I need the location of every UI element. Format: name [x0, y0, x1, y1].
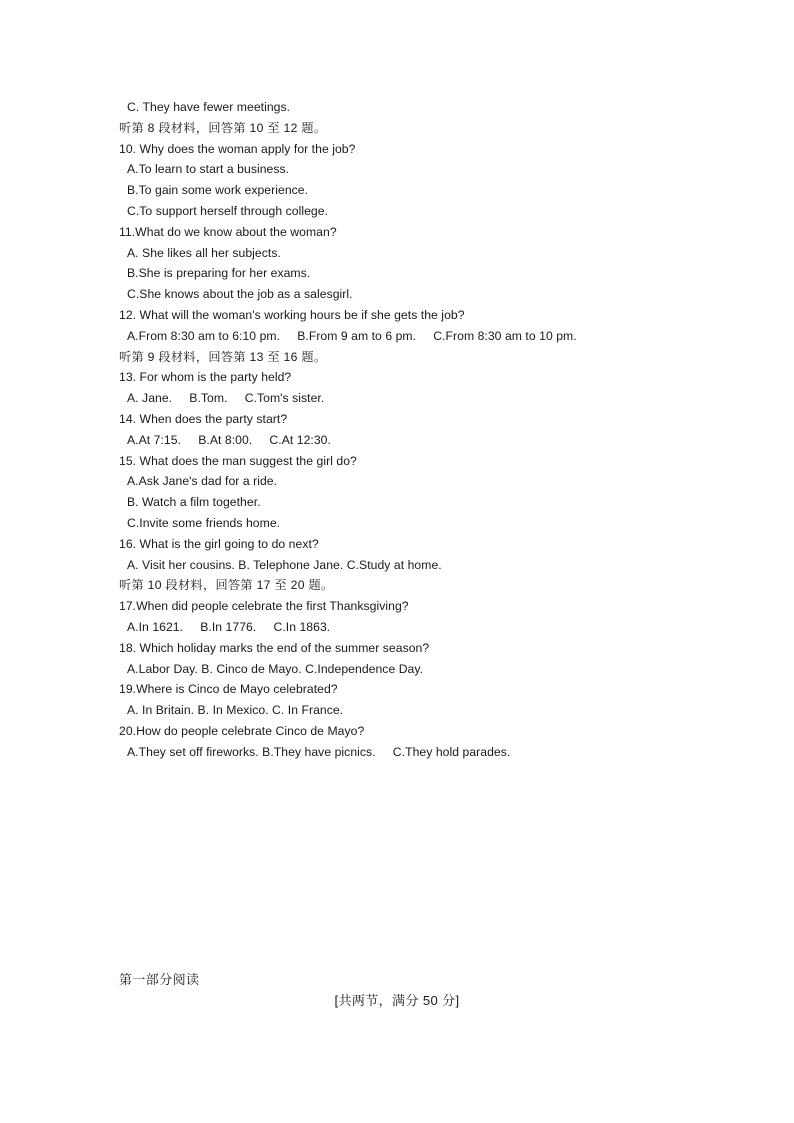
answer-options: A.Labor Day. B. Cinco de Mayo. C.Independence Day. — [127, 661, 424, 676]
question-text: 19.Where is Cinco de Mayo celebrated? — [119, 682, 338, 697]
answer-options: C.To support herself through college. — [127, 203, 329, 218]
question-text: 13. For whom is the party held? — [119, 370, 292, 385]
question-text: 12. What will the woman's working hours be if she gets the job? — [119, 307, 465, 322]
question-text: 17.When did people celebrate the first Thanksgiving? — [119, 599, 409, 614]
answer-options: B.She is preparing for her exams. — [127, 266, 311, 281]
answer-options: A.From 8:30 am to 6:10 pm. B.From 9 am to 6 pm. C.From 8:30 am to 10 pm. — [127, 328, 577, 343]
question-text: 15. What does the man suggest the girl do? — [119, 453, 357, 468]
answer-options: C.Invite some friends home. — [127, 515, 281, 530]
section-heading: 听第 8 段材料，回答第 10 至 12 题。 — [119, 120, 327, 135]
answer-options: A.At 7:15. B.At 8:00. C.At 12:30. — [127, 432, 331, 447]
section-subtitle: [共两节，满分 50 分] — [334, 993, 460, 1008]
answer-options: A.Ask Jane's dad for a ride. — [127, 474, 278, 489]
answer-options: A. Jane. B.Tom. C.Tom's sister. — [127, 391, 325, 406]
question-text: 11.What do we know about the woman? — [119, 224, 337, 239]
answer-options: B. Watch a film together. — [127, 495, 261, 510]
listening-questions — [0, 97, 794, 763]
answer-options: A.In 1621. B.In 1776. C.In 1863. — [127, 619, 331, 634]
question-text: 20.How do people celebrate Cinco de Mayo? — [119, 723, 365, 738]
question-text: 16. What is the girl going to do next? — [119, 536, 319, 551]
section-heading: 听第 10 段材料，回答第 17 至 20 题。 — [119, 578, 334, 593]
answer-options: A. Visit her cousins. B. Telephone Jane. C.Study at home. — [127, 557, 442, 572]
question-text: 14. When does the party start? — [119, 411, 288, 426]
answer-options: A.To learn to start a business. — [127, 162, 290, 177]
question-text: 18. Which holiday marks the end of the summer season? — [119, 640, 430, 655]
answer-options: A. In Britain. B. In Mexico. C. In France. — [127, 703, 344, 718]
answer-options: C.She knows about the job as a salesgirl. — [127, 287, 353, 302]
answer-options: A.They set off fireworks. B.They have picnics. C.They hold parades. — [127, 744, 511, 759]
section-title: 第一部分阅读 — [119, 972, 200, 987]
question-text: 10. Why does the woman apply for the job? — [119, 141, 356, 156]
answer-options: A. She likes all her subjects. — [127, 245, 281, 260]
section-heading: 听第 9 段材料，回答第 13 至 16 题。 — [119, 349, 327, 364]
answer-options: C. They have fewer meetings. — [127, 100, 291, 114]
answer-options: B.To gain some work experience. — [127, 183, 309, 198]
